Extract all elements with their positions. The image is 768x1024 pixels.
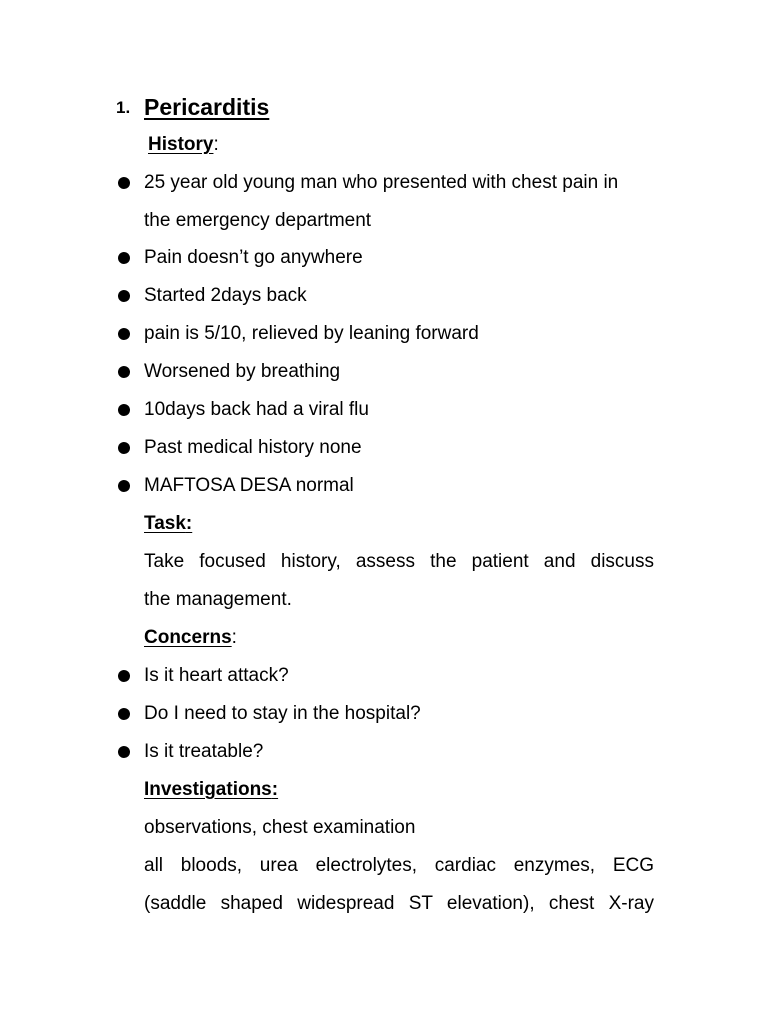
investigations-paragraph [144,847,654,923]
task-heading-label: Task [144,513,186,534]
task-heading [144,512,654,536]
concern-item: Is it treatable? [144,741,264,762]
history-item-continuation: the emergency department [144,210,372,231]
section-number: 1. [116,98,131,117]
investigations-line: observations, chest examination [144,817,416,838]
history-item: Worsened by breathing [144,361,341,382]
bullet-icon [118,252,130,264]
bullet-icon [118,670,130,682]
history-item: 25 year old young man who presented with chest pain in [144,172,619,193]
investigations-line: (saddle shaped widespread ST elevation), chest X-ray [144,893,654,914]
bullet-icon [118,366,130,378]
history-item: 10days back had a viral flu [144,399,369,420]
history-item: Started 2days back [144,285,307,306]
history-item: MAFTOSA DESA normal [144,475,354,496]
history-heading-label: History [148,134,214,155]
history-item: Past medical history none [144,437,362,458]
history-item: pain is 5/10, relieved by leaning forward [144,323,479,344]
bullet-icon [118,480,130,492]
investigations-heading [144,778,654,802]
bullet-icon [118,177,130,189]
concerns-heading [144,626,654,650]
bullet-icon [118,708,130,720]
task-heading-colon: : [185,513,193,534]
task-line: Take focused history, assess the patient and discuss [144,551,654,572]
history-heading [148,133,658,157]
history-item: Pain doesn’t go anywhere [144,247,363,268]
task-line: the management. [144,589,292,610]
concern-item: Do I need to stay in the hospital? [144,703,421,724]
task-paragraph [144,543,654,619]
concerns-heading-colon: : [231,627,237,648]
history-heading-colon: : [213,134,219,155]
bullet-icon [118,328,130,340]
bullet-icon [118,746,130,758]
bullet-icon [118,442,130,454]
investigations-heading-label: Investigations [144,779,272,800]
bullet-icon [118,290,130,302]
page-title: Pericarditis [144,94,270,120]
bullet-icon [118,404,130,416]
investigations-line: all bloods, urea electrolytes, cardiac enzymes, ECG [144,855,654,876]
concern-item: Is it heart attack? [144,665,289,686]
investigations-heading-colon: : [271,779,279,800]
concerns-heading-label: Concerns [144,627,232,648]
